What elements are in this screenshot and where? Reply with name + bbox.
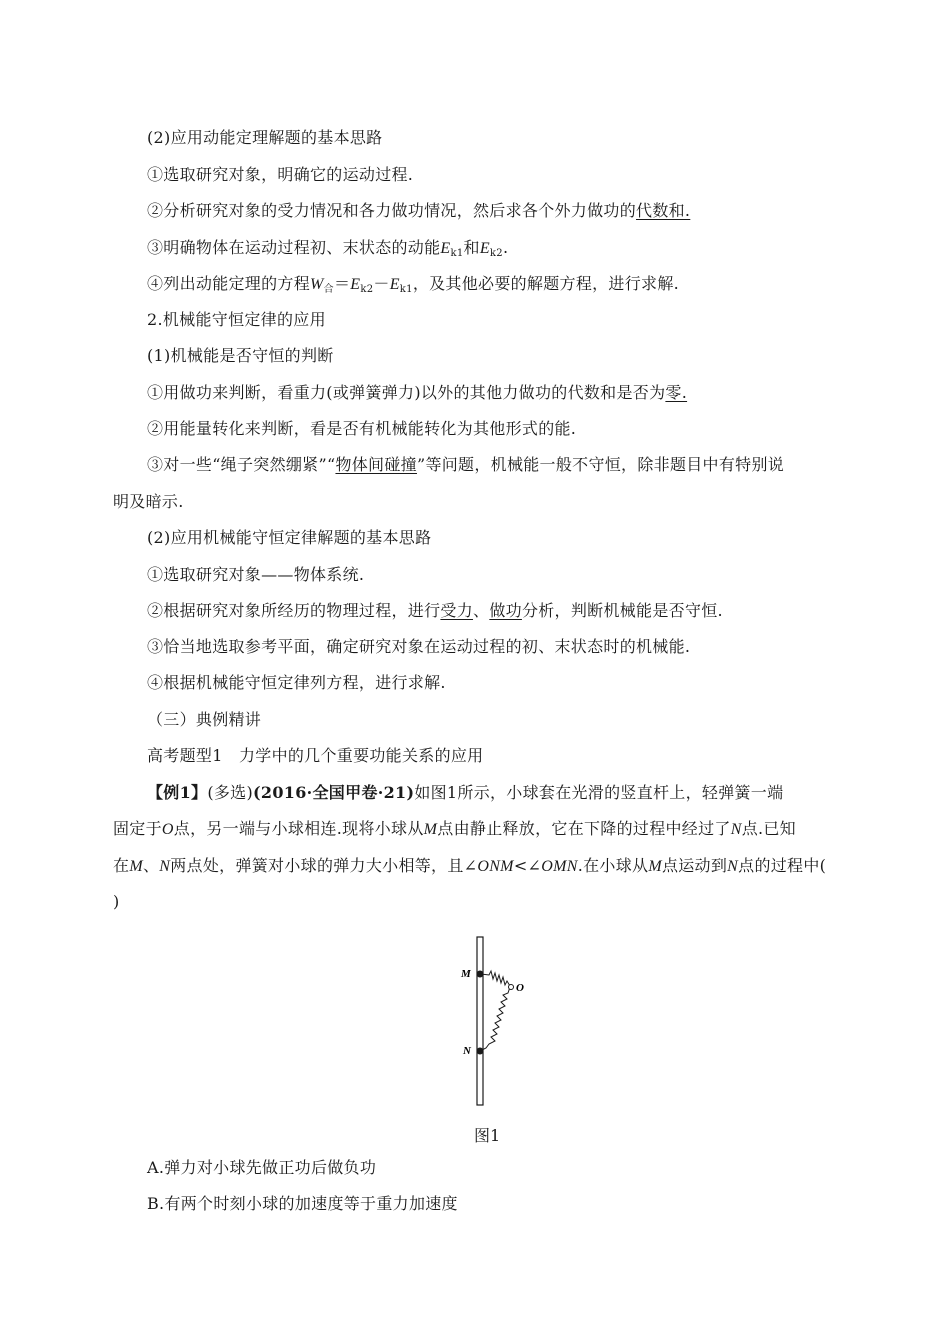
check-3: ③对一些“绳子突然绷紧”“物体间碰撞”等问题，机械能一般不守恒，除非题目中有特别说 (147, 455, 785, 474)
underlined-term: 受力 (440, 601, 474, 620)
vertical-rod (477, 937, 483, 1105)
section-heading-mechanical-energy: 2.机械能守恒定律的应用 (147, 310, 326, 329)
pivot-point-o (509, 985, 514, 990)
approach-1: ①选取研究对象——物体系统. (147, 565, 365, 584)
step-3: ③明确物体在运动过程初、末状态的动能$E_{k1}$和$E_{k2}$. (147, 238, 509, 259)
step-1: ①选取研究对象，明确它的运动过程. (147, 165, 414, 184)
section-heading-examples: （三）典例精讲 (147, 710, 262, 729)
underlined-term: 做功 (489, 601, 522, 620)
ball-at-n (477, 1048, 484, 1055)
example-1-line-4: ) (113, 892, 120, 911)
check-3-continued: 明及暗示. (113, 492, 184, 511)
underlined-term: 零. (665, 383, 688, 402)
step-2: ②分析研究对象的受力情况和各力做功情况，然后求各个外力做功的代数和. (147, 201, 691, 220)
option-a: A.弹力对小球先做正功后做负功 (147, 1158, 377, 1177)
example-1-line-2: 固定于O点，另一端与小球相连.现将小球从M点由静止释放，它在下降的过程中经过了N点.已知 (113, 819, 796, 838)
check-1: ①用做功来判断，看重力(或弹簧弹力)以外的其他力做功的代数和是否为零. (147, 383, 688, 402)
underlined-term: 代数和. (636, 201, 691, 220)
underlined-term: 物体间碰撞 (335, 455, 417, 474)
section-heading-kinetic-theorem: (2)应用动能定理解题的基本思路 (147, 128, 383, 147)
option-b: B.有两个时刻小球的加速度等于重力加速度 (147, 1194, 458, 1213)
question-type-heading: 高考题型1 力学中的几个重要功能关系的应用 (147, 746, 484, 765)
step-4: ④列出动能定理的方程$W_合=E_{k2}-E_{k1}$，及其他必要的解题方程，进行求解. (147, 274, 679, 295)
approach-3: ③恰当地选取参考平面，确定研究对象在运动过程的初、末状态时的机械能. (147, 637, 691, 656)
label-o: O (516, 982, 524, 994)
check-2: ②用能量转化来判断，看是否有机械能转化为其他形式的能. (147, 419, 577, 438)
approach-2: ②根据研究对象所经历的物理过程，进行受力、做功分析，判断机械能是否守恒. (147, 601, 723, 620)
example-1-line-1: 【例1】(多选)(2016·全国甲卷·21)如图1所示，小球套在光滑的竖直杆上，轻弹簧一端 (147, 783, 784, 802)
example-tag: 【例1】 (147, 783, 208, 802)
example-source: (2016·全国甲卷·21) (253, 783, 415, 802)
figure-caption: 图1 (474, 1126, 501, 1145)
figure-1-spring-rod (455, 935, 535, 1107)
label-m: M (461, 968, 471, 980)
subheading-conservation-check: (1)机械能是否守恒的判断 (147, 346, 334, 365)
approach-4: ④根据机械能守恒定律列方程，进行求解. (147, 673, 446, 692)
subheading-conservation-steps: (2)应用机械能守恒定律解题的基本思路 (147, 528, 432, 547)
example-1-line-3: 在M、N两点处，弹簧对小球的弹力大小相等，且∠ONM<∠OMN.在小球从M点运动到N点的过程中( (113, 856, 827, 875)
spring-m-to-o (481, 971, 510, 986)
ball-at-m (477, 971, 484, 978)
label-n: N (463, 1045, 471, 1057)
spring-o-to-n (480, 987, 510, 1051)
